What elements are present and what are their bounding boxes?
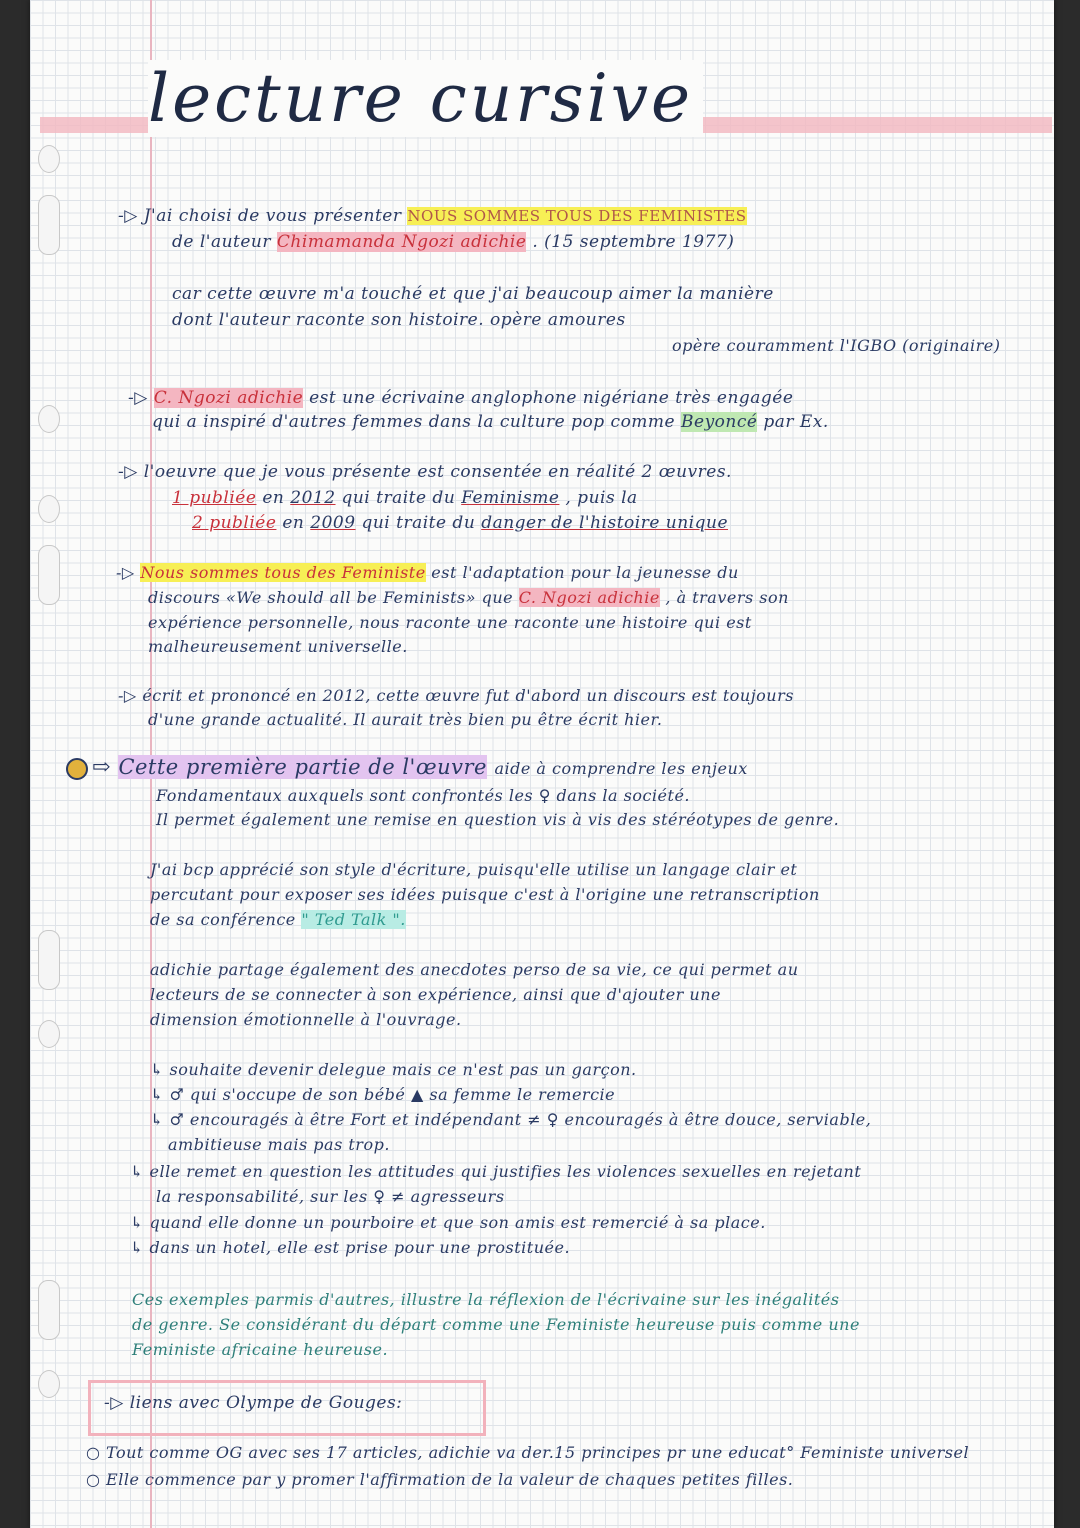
section6-line2: d'une grande actualité. Il aurait très bien pu être écrit hier. xyxy=(148,710,663,729)
book-title-highlight: NOUS SOMMES TOUS DES FEMINISTES xyxy=(407,207,747,225)
section10-line1: Ces exemples parmis d'autres, illustre la réflexion de l'écrivaine sur les inégalités xyxy=(132,1290,840,1309)
section4-line2: 1 publiée en 2012 qui traite du Feminisme , puis la xyxy=(172,488,638,508)
section9-line1: adichie partage également des anecdotes perso de sa vie, ce qui permet au xyxy=(150,960,799,979)
section5-line1: -▷ Nous sommes tous des Feministe est l'adaptation pour la jeunesse du xyxy=(116,563,739,582)
section2-line3: opère couramment l'IGBO (originaire) xyxy=(672,336,1001,355)
section5-line3: expérience personnelle, nous raconte une raconte une histoire qui est xyxy=(148,613,752,632)
example-item: ↳ souhaite devenir delegue mais ce n'est pas un garçon. xyxy=(150,1060,637,1079)
section8-line1: J'ai bcp apprécié son style d'écriture, puisqu'elle utilise un langage clair et xyxy=(150,860,798,879)
section8-line2: percutant pour exposer ses idées puisque c'est à l'origine une retranscription xyxy=(150,885,820,904)
section4-line3: 2 publiée en 2009 qui traite du danger de l'histoire unique xyxy=(192,513,729,533)
section9-line2: lecteurs de se connecter à son expérience, ainsi que d'ajouter une xyxy=(150,985,721,1004)
section7-line3: Il permet également une remise en question vis à vis des stéréotypes de genre. xyxy=(156,810,840,829)
section7-line2: Fondamentaux auxquels sont confrontés les ♀ dans la société. xyxy=(156,786,690,805)
binder-hole xyxy=(38,405,60,433)
section10-line3: Feministe africaine heureuse. xyxy=(132,1340,389,1359)
example-item: ↳ dans un hotel, elle est prise pour une prostituée. xyxy=(130,1238,571,1257)
section10-line2: de genre. Se considérant du départ comme une Feministe heureuse puis comme une xyxy=(132,1315,860,1334)
section1-line1: -▷ J'ai choisi de vous présenter NOUS SOMMES TOUS DES FEMINISTES xyxy=(118,206,747,226)
bullet-item: ○ Elle commence par y promer l'affirmation de la valeur de chaques petites filles. xyxy=(86,1470,794,1489)
binder-hole xyxy=(38,1370,60,1398)
section5-line2: discours «We should all be Feminists» que C. Ngozi adichie , à travers son xyxy=(148,588,789,607)
arrow-icon: ⇨ xyxy=(92,755,111,780)
section5-line4: malheureusement universelle. xyxy=(148,637,408,656)
binder-hole xyxy=(38,1280,60,1340)
binder-hole xyxy=(38,1020,60,1048)
section1-line2: de l'auteur Chimamanda Ngozi adichie . (15 septembre 1977) xyxy=(172,232,735,252)
section2-line1: car cette œuvre m'a touché et que j'ai beaucoup aimer la manière xyxy=(172,284,774,304)
section9-line3: dimension émotionnelle à l'ouvrage. xyxy=(150,1010,462,1029)
binder-hole xyxy=(38,495,60,523)
book-title-highlight: Nous sommes tous des Feministe xyxy=(140,563,426,582)
author-short-name: C. Ngozi adichie xyxy=(153,388,304,408)
binder-hole xyxy=(38,195,60,255)
page-title: lecture cursive xyxy=(148,60,703,137)
section2-line2: dont l'auteur raconte son histoire. opère amoures xyxy=(172,310,626,330)
box-label: -▷ liens avec Olympe de Gouges: xyxy=(104,1393,403,1413)
example-item: la responsabilité, sur les ♀ ≠ agresseurs xyxy=(156,1187,505,1206)
author-name: Chimamanda Ngozi adichie xyxy=(276,232,527,252)
section3-line2: qui a inspiré d'autres femmes dans la culture pop comme Beyoncé par Ex. xyxy=(152,412,829,432)
section3-line1: -▷ C. Ngozi adichie est une écrivaine anglophone nigériane très engagée xyxy=(128,388,794,408)
sticker-icon xyxy=(66,758,88,780)
binder-hole xyxy=(38,930,60,990)
binder-hole xyxy=(38,545,60,605)
section8-line3: de sa conférence " Ted Talk ". xyxy=(150,910,406,929)
section7-line1: ⇨ Cette première partie de l'œuvre aide à comprendre les enjeux xyxy=(92,755,748,780)
binder-hole xyxy=(38,145,60,173)
bullet-item: ○ Tout comme OG avec ses 17 articles, adichie va der.15 principes pr une educat° Feministe universel xyxy=(86,1443,970,1462)
example-item: ↳ quand elle donne un pourboire et que son amis est remercié à sa place. xyxy=(130,1213,766,1232)
section6-line1: -▷ écrit et prononcé en 2012, cette œuvre fut d'abord un discours est toujours xyxy=(118,686,794,705)
example-item: ambitieuse mais pas trop. xyxy=(168,1135,390,1154)
section7-heading: Cette première partie de l'œuvre xyxy=(118,755,487,779)
example-item: ↳ ♂ encouragés à être Fort et indépendant ≠ ♀ encouragés à être douce, serviable, xyxy=(150,1110,872,1129)
ted-talk-highlight: " Ted Talk ". xyxy=(301,910,406,929)
example-item: ↳ ♂ qui s'occupe de son bébé ▲ sa femme le remercie xyxy=(150,1085,616,1104)
section4-line1: -▷ l'oeuvre que je vous présente est consentée en réalité 2 œuvres. xyxy=(118,462,732,482)
example-item: ↳ elle remet en question les attitudes qui justifies les violences sexuelles en rejetant xyxy=(130,1162,862,1181)
beyonce-highlight: Beyoncé xyxy=(681,412,758,432)
